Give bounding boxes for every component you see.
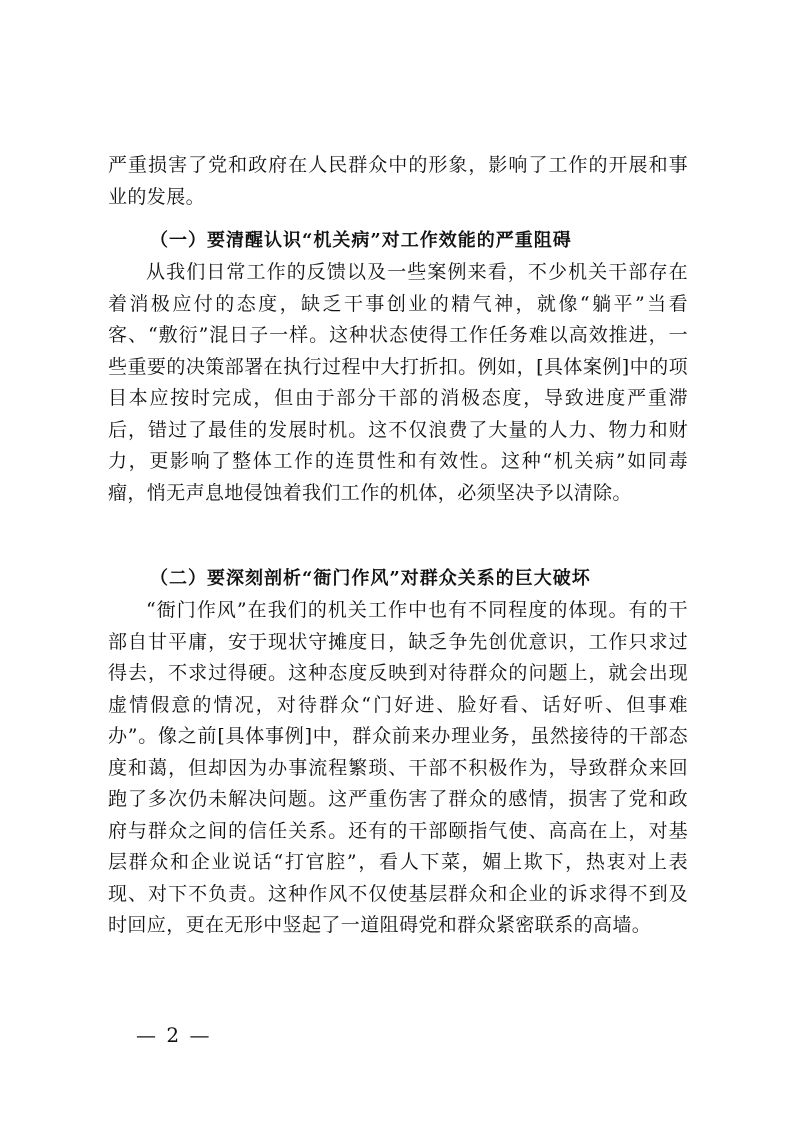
section-heading-2: （二）要深刻剖析“衙门作风”对群众关系的巨大破坏 (150, 568, 591, 589)
section-heading-1: （一）要清醒认识“机关病”对工作效能的严重阻碍 (150, 230, 572, 251)
paragraph-section-2: “衙门作风”在我们的机关工作中也有不同程度的体现。有的干部自甘平庸，安于现状守摊度日，缺乏争先创优意识，工作只求过得去，不求过得硬。这种态度反映到对待群众的问题上，就会出现虚情假意的情况，对待群众“门好进、脸好看、话好听、但事难办”。像之前[具体事例]中，群众前来办理业务，虽然接待的干部态度和蔼，但却因为办事流程繁琐、干部不积极作为，导致群众来回跑了多次仍未解决问题。这严重伤害了群众的感情，损害了党和政府与群众之间的信任关系。还有的干部颐指气使、高高在上，对基层群众和企业说话“打官腔”，看人下菜，媚上欺下，热衷对上表现、对下不负责。这种作风不仅使基层群众和企业的诉求得不到及时回应，更在无形中竖起了一道阻碍党和群众紧密联系的高墙。 (108, 599, 688, 936)
paragraph-section-1: 从我们日常工作的反馈以及一些案例来看，不少机关干部存在着消极应付的态度，缺乏干事创业的精气神，就像“躺平”当看客、“敷衍”混日子一样。这种状态使得工作任务难以高效推进，一些重要的决策部署在执行过程中大打折扣。例如，[具体案例]中的项目本应按时完成，但由于部分干部的消极态度，导致进度严重滞后，错过了最佳的发展时机。这不仅浪费了大量的人力、物力和财力，更影响了整体工作的连贯性和有效性。这种“机关病”如同毒瘤，悄无声息地侵蚀着我们工作的机体，必须坚决予以清除。 (108, 261, 688, 504)
page-number: — 2 — (136, 1023, 212, 1047)
paragraph-continuation: 严重损害了党和政府在人民群众中的形象，影响了工作的开展和事业的发展。 (108, 154, 688, 208)
